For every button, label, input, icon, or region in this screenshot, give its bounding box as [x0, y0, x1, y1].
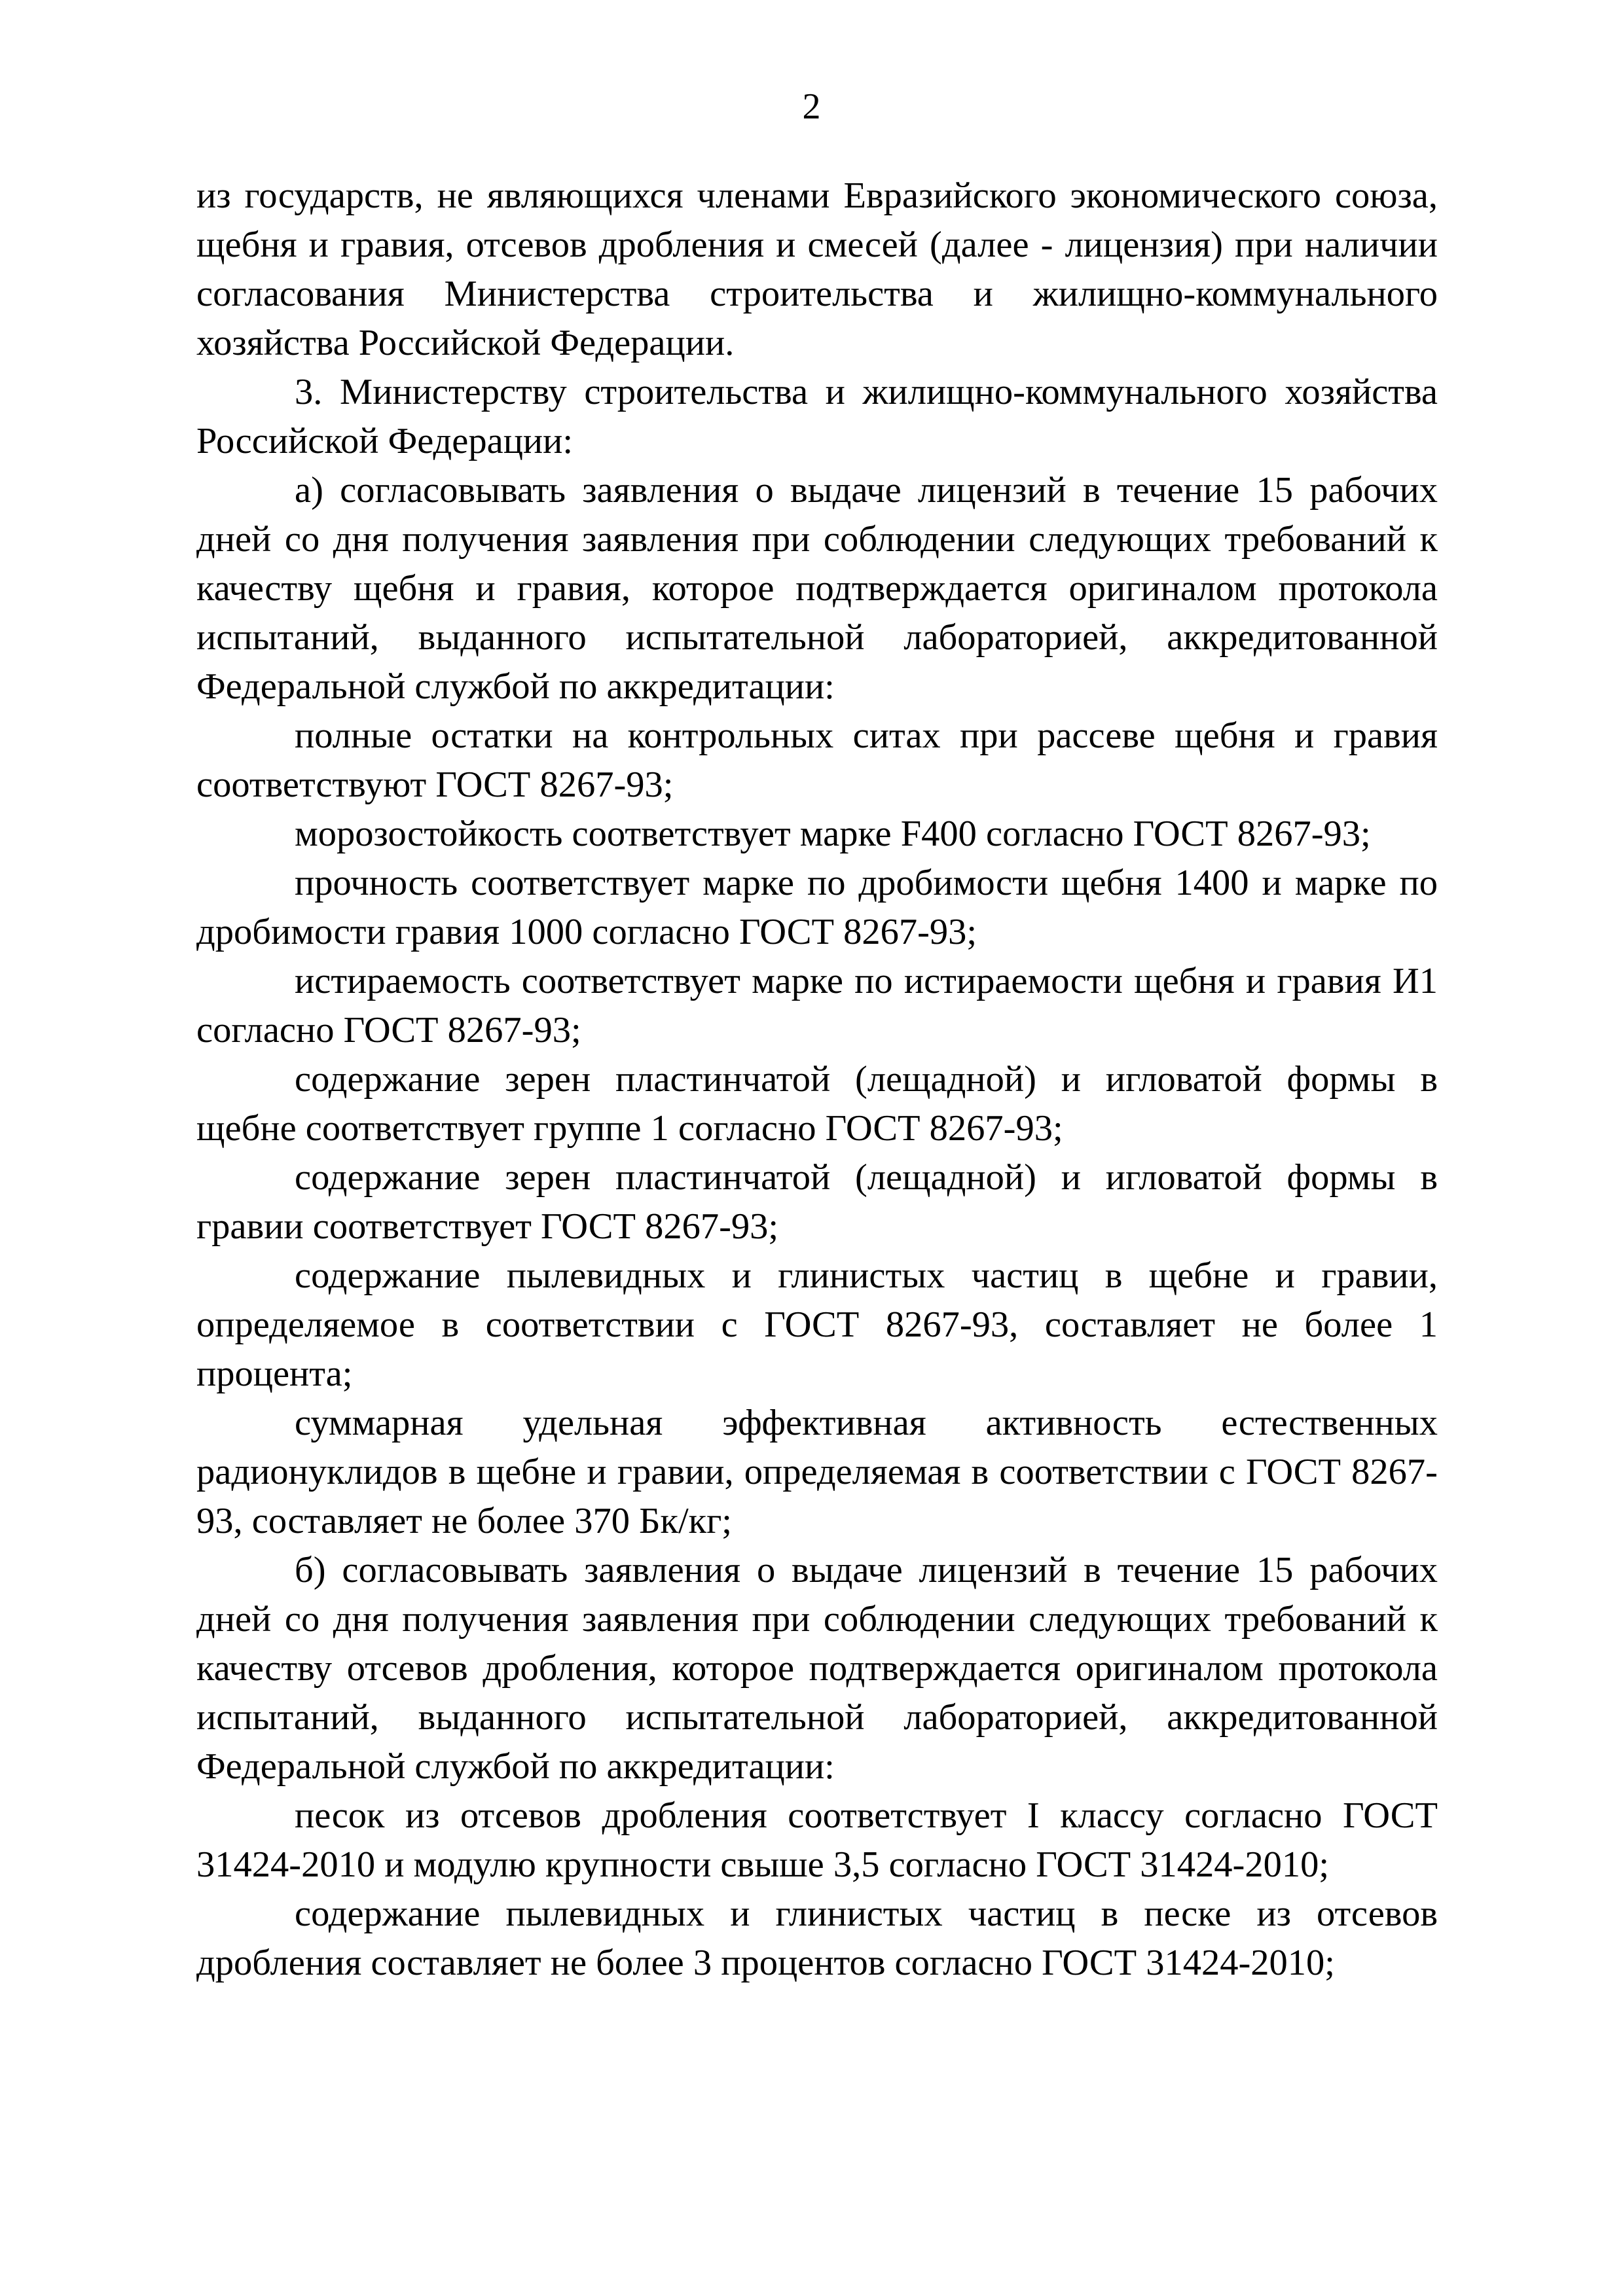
paragraph-requirement: содержание зерен пластинчатой (лещадной) и игловатой формы в гравии соответствует ГОСТ 8267-93; — [196, 1157, 1438, 1247]
paragraph-requirement: суммарная удельная эффективная активность естественных радионуклидов в щебне и гравии, определяемая в соответствии с ГОСТ 8267-93, составляет не более 370 Бк/кг; — [196, 1403, 1438, 1541]
paragraph-requirement: истираемость соответствует марке по истираемости щебня и гравия И1 согласно ГОСТ 8267-93; — [196, 961, 1438, 1050]
paragraph-subitem-b: б) согласовывать заявления о выдаче лицензий в течение 15 рабочих дней со дня получения заявления при соблюдении следующих требований к качеству отсевов дробления, которое подтверждается оригиналом протокола испытаний, выданного испытательной лабораторией, аккредитованной Федеральной службой по аккредитации: — [196, 1550, 1438, 1787]
paragraph-requirement: прочность соответствует марке по дробимости щебня 1400 и марке по дробимости гравия 1000 согласно ГОСТ 8267-93; — [196, 863, 1438, 952]
paragraph-requirement: полные остатки на контрольных ситах при рассеве щебня и гравия соответствуют ГОСТ 8267-93; — [196, 715, 1438, 805]
page-number: 2 — [802, 86, 821, 127]
paragraph-requirement: содержание зерен пластинчатой (лещадной) и игловатой формы в щебне соответствует группе 1 согласно ГОСТ 8267-93; — [196, 1059, 1438, 1149]
paragraph-continuation: из государств, не являющихся членами Евразийского экономического союза, щебня и гравия, отсевов дробления и смесей (далее - лицензия) при наличии согласования Министерства строительства и жилищно-коммунального хозяйства Российской Федерации. — [196, 175, 1438, 363]
paragraph-subitem-a: а) согласовывать заявления о выдаче лицензий в течение 15 рабочих дней со дня получения заявления при соблюдении следующих требований к качеству щебня и гравия, которое подтверждается оригиналом протокола испытаний, выданного испытательной лабораторией, аккредитованной Федеральной службой по аккредитации: — [196, 470, 1438, 707]
paragraph-item-3: 3. Министерству строительства и жилищно-коммунального хозяйства Российской Федерации: — [196, 372, 1438, 461]
paragraph-requirement: содержание пылевидных и глинистых частиц в песке из отсевов дробления составляет не более 3 процентов согласно ГОСТ 31424-2010; — [196, 1893, 1438, 1983]
paragraph-requirement: морозостойкость соответствует марке F400 согласно ГОСТ 8267-93; — [295, 814, 1371, 854]
paragraph-requirement: песок из отсевов дробления соответствует I классу согласно ГОСТ 31424-2010 и модулю крупности свыше 3,5 согласно ГОСТ 31424-2010; — [196, 1795, 1438, 1885]
paragraph-requirement: содержание пылевидных и глинистых частиц в щебне и гравии, определяемое в соответствии с ГОСТ 8267-93, составляет не более 1 процента; — [196, 1255, 1438, 1394]
document-body — [196, 171, 1438, 1988]
